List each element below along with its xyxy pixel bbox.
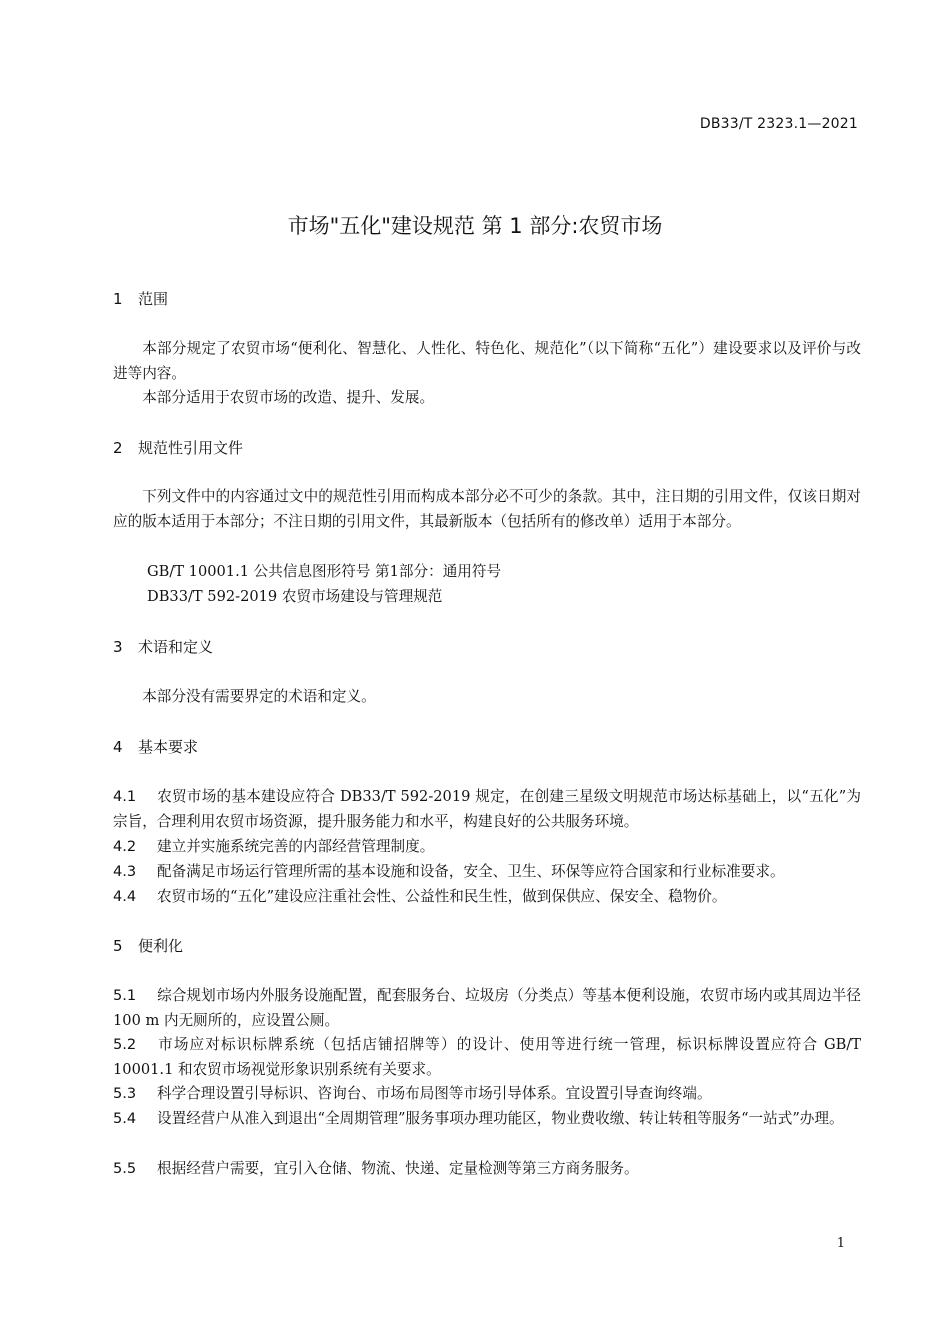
section-number: 2 [113, 439, 123, 457]
section-2-heading [113, 437, 243, 458]
clause-number: 4.3 [113, 863, 137, 880]
section-title: 便利化 [138, 937, 184, 955]
section-5-heading [113, 935, 183, 956]
clause-text: 配备满足市场运行管理所需的基本设施和设备，安全、卫生、环保等应符合国家和行业标准要求。 [157, 863, 785, 880]
section-4-heading [113, 736, 198, 757]
section-number: 3 [113, 638, 123, 656]
paragraph: 本部分没有需要界定的术语和定义。 [142, 688, 376, 705]
clause-5-2 [113, 1032, 861, 1082]
clause-4-3 [113, 859, 785, 884]
document-number: DB33/T 2323.1—2021 [699, 116, 858, 132]
section-title: 基本要求 [138, 738, 199, 756]
clause-number: 4.2 [113, 838, 137, 855]
section-number: 5 [113, 937, 123, 955]
clause-4-2 [113, 834, 434, 859]
clause-4-4 [113, 884, 727, 909]
page-title: 市场"五化"建设规范 第 1 部分:农贸市场 [287, 214, 663, 238]
paragraph: 下列文件中的内容通过文中的规范性引用而构成本部分必不可少的条款。其中，注日期的引用文件，仅该日期对应的版本适用于本部分；不注日期的引用文件，其最新版本（包括所有的修改单）适用于本部分。 [113, 488, 861, 530]
clause-text: 根据经营户需要，宜引入仓储、物流、快递、定量检测等第三方商务服务。 [157, 1160, 639, 1177]
section-title: 规范性引用文件 [138, 439, 244, 457]
section-title: 术语和定义 [138, 638, 214, 656]
clause-number: 4.4 [113, 888, 137, 905]
clause-text: 建立并实施系统完善的内部经营管理制度。 [157, 838, 435, 855]
clause-5-4 [113, 1106, 861, 1131]
normative-reference: GB/T 10001.1 公共信息图形符号 第1部分：通用符号 [147, 563, 502, 580]
normative-reference: DB33/T 592-2019 农贸市场建设与管理规范 [147, 588, 443, 605]
clause-text: 农贸市场的基本建设应符合 DB33/T 592-2019 规定，在创建三星级文明规范市场达标基础上，以“五化”为宗旨，合理利用农贸市场资源，提升服务能力和水平，构建良好的公共服务环境。 [113, 788, 861, 830]
section-number: 4 [113, 738, 123, 756]
clause-text: 科学合理设置引导标识、咨询台、市场布局图等市场引导体系。宜设置引导查询终端。 [157, 1085, 712, 1102]
clause-5-1 [113, 983, 861, 1033]
clause-number: 5.2 [113, 1036, 137, 1053]
clause-text: 市场应对标识标牌系统（包括店铺招牌等）的设计、使用等进行统一管理，标识标牌设置应符合 GB/T 10001.1 和农贸市场视觉形象识别系统有关要求。 [113, 1036, 861, 1078]
clause-4-1 [113, 784, 861, 834]
section-number: 1 [113, 290, 123, 308]
clause-text: 农贸市场的“五化”建设应注重社会性、公益性和民生性，做到保供应、保安全、稳物价。 [157, 888, 727, 905]
section-title: 范围 [138, 290, 169, 308]
clause-5-5 [113, 1156, 639, 1181]
section-1-heading [113, 288, 168, 309]
clause-text: 综合规划市场内外服务设施配置，配套服务台、垃圾房（分类点）等基本便利设施，农贸市场内或其周边半径 100 m 内无厕所的，应设置公厕。 [113, 987, 861, 1029]
clause-number: 5.3 [113, 1085, 137, 1102]
clause-number: 5.5 [113, 1160, 137, 1177]
clause-text: 设置经营户从准入到退出“全周期管理”服务事项办理功能区，物业费收缴、转让转租等服务“一站式”办理。 [157, 1110, 844, 1127]
clause-number: 5.1 [113, 987, 137, 1004]
clause-5-3 [113, 1081, 712, 1106]
page-number: 1 [836, 1236, 845, 1251]
paragraph: 本部分适用于农贸市场的改造、提升、发展。 [142, 389, 435, 406]
section-3-heading [113, 636, 213, 657]
clause-number: 5.4 [113, 1110, 137, 1127]
clause-number: 4.1 [113, 788, 137, 805]
paragraph: 本部分规定了农贸市场“便利化、智慧化、人性化、特色化、规范化”（以下简称“五化”）建设要求以及评价与改进等内容。 [113, 340, 861, 382]
